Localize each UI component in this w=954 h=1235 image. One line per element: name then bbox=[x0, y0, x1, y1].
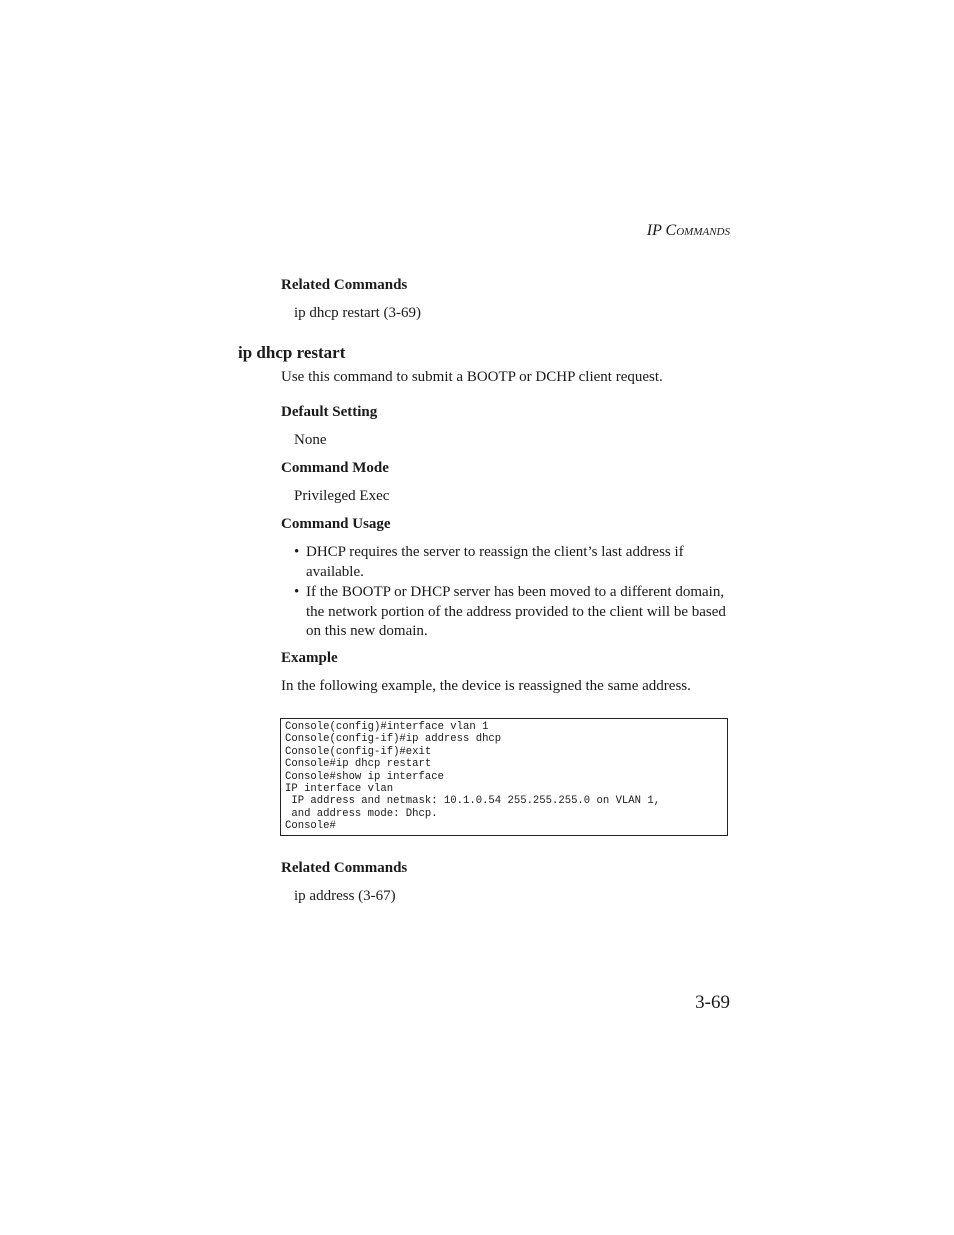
related-command-item-top: ip dhcp restart (3-69) bbox=[294, 305, 422, 321]
running-header-rest: ommands bbox=[676, 222, 730, 239]
code-line: IP address and netmask: 10.1.0.54 255.255.255.0 on VLAN 1, bbox=[285, 795, 661, 808]
usage-bullet-line: If the BOOTP or DHCP server has been moved to a different domain, bbox=[306, 584, 725, 600]
page-number: 3-69 bbox=[695, 992, 730, 1013]
default-setting-heading: Default Setting bbox=[281, 404, 378, 420]
command-usage-heading: Command Usage bbox=[281, 516, 391, 532]
example-heading: Example bbox=[281, 650, 338, 666]
usage-bullet-line: on this new domain. bbox=[306, 623, 428, 639]
usage-bullet-line: the network portion of the address provided to the client will be based bbox=[306, 603, 726, 620]
command-title: ip dhcp restart bbox=[238, 343, 346, 362]
example-intro: In the following example, the device is reassigned the same address. bbox=[281, 678, 691, 694]
code-line: Console#ip dhcp restart bbox=[285, 758, 432, 771]
code-line: and address mode: Dhcp. bbox=[285, 807, 438, 820]
command-description: Use this command to submit a BOOTP or DCHP client request. bbox=[281, 369, 663, 385]
bullet-dot: • bbox=[294, 584, 300, 600]
usage-bullet bbox=[294, 583, 734, 642]
related-commands-heading: Related Commands bbox=[281, 860, 408, 876]
code-line: IP interface vlan bbox=[285, 782, 394, 795]
code-line: Console#show ip interface bbox=[285, 770, 444, 783]
running-header-prefix: IP C bbox=[646, 222, 677, 239]
command-mode-heading: Command Mode bbox=[281, 460, 389, 476]
related-commands-heading-top: Related Commands bbox=[281, 277, 408, 293]
code-example-box bbox=[280, 718, 728, 836]
code-line: Console(config-if)#ip address dhcp bbox=[285, 733, 502, 746]
usage-bullet-list bbox=[294, 543, 734, 643]
usage-bullet-line: DHCP requires the server to reassign the client’s last address if bbox=[306, 544, 684, 560]
code-line: Console(config)#interface vlan 1 bbox=[285, 721, 489, 733]
usage-bullet-line: available. bbox=[306, 563, 364, 580]
code-line: Console(config-if)#exit bbox=[285, 745, 432, 758]
bullet-dot: • bbox=[294, 544, 300, 560]
command-mode-value: Privileged Exec bbox=[294, 488, 390, 504]
usage-bullet bbox=[294, 543, 734, 582]
running-header bbox=[647, 222, 730, 240]
code-line: Console# bbox=[285, 820, 336, 833]
related-command-item: ip address (3-67) bbox=[294, 888, 396, 904]
default-setting-value: None bbox=[294, 432, 327, 448]
